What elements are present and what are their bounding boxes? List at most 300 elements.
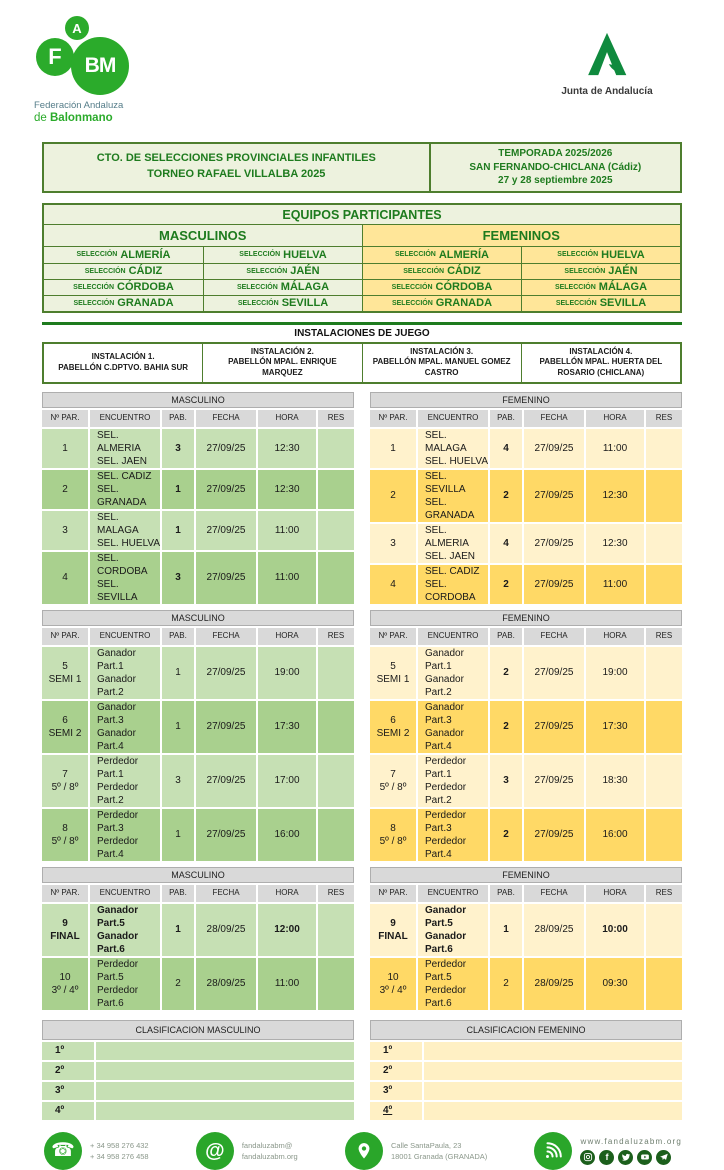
team-name: GRANADA [435, 297, 493, 309]
rank-label: 2º [370, 1062, 422, 1080]
facebook-icon: f [599, 1150, 614, 1165]
junta-andalucia-logo [532, 28, 682, 97]
instalacion-1-name: INSTALACIÓN 1. [91, 351, 155, 361]
instalacion-2-name: INSTALACIÓN 2. [250, 346, 314, 356]
team-name: HUELVA [601, 248, 645, 261]
rank-label: 2º [42, 1062, 94, 1080]
time-cell: 12:00 [258, 904, 316, 956]
match-row [42, 429, 354, 468]
junta-a-icon [584, 28, 630, 80]
team-away: SEL. GRANADA [97, 483, 147, 508]
team-away: Ganador Part.4 [425, 727, 464, 752]
address-line-2: 18001 Granada (GRANADA) [390, 1151, 488, 1161]
time-cell: 09:30 [586, 958, 644, 1010]
team-away: Perdedor Part.2 [425, 781, 467, 806]
match-number: 4 [62, 572, 68, 584]
team-away: SEL. GRANADA [425, 496, 475, 521]
team-name: SEVILLA [599, 297, 647, 309]
seleccion-label: SELECCIÓN [564, 267, 606, 275]
team-away: SEL. JAEN [425, 550, 476, 562]
seleccion-label: SELECCIÓN [76, 251, 118, 258]
location-icon [345, 1132, 383, 1170]
match-phase: 3º / 4º [51, 984, 79, 996]
rank-label: 1º [370, 1042, 422, 1060]
time-cell: 17:00 [258, 755, 316, 807]
instalacion-1 [44, 344, 202, 382]
classification-row [42, 1042, 354, 1060]
team-away: Perdedor Part.4 [97, 835, 139, 860]
team-cell [362, 279, 521, 295]
column-header: FECHA [196, 410, 256, 427]
team-cell [362, 263, 521, 279]
match-number-cell [42, 647, 88, 699]
team-name: CÓRDOBA [117, 281, 174, 293]
team-name: CÁDIZ [128, 265, 163, 277]
match-number-cell [370, 904, 416, 956]
location-line: SAN FERNANDO-CHICLANA (Cádiz) [469, 161, 642, 173]
footer [42, 1132, 682, 1170]
column-header: RES [646, 885, 682, 902]
team-home: Perdedor Part.1 [425, 755, 467, 780]
dates-line: 27 y 28 septiembre 2025 [498, 175, 613, 186]
table-header-row [370, 628, 682, 645]
time-cell: 12:30 [258, 470, 316, 509]
result-cell [318, 429, 354, 468]
match-row [370, 809, 682, 861]
youtube-icon [637, 1150, 652, 1165]
match-number-cell [42, 958, 88, 1010]
match-phase: SEMI 2 [376, 727, 410, 739]
table-title: FEMENINO [370, 392, 682, 408]
team-home: SEL. CADIZ [97, 470, 152, 482]
green-divider [42, 322, 682, 325]
date-cell: 27/09/25 [524, 809, 584, 861]
match-phase: 3º / 4º [379, 984, 407, 996]
column-header: PAB. [490, 885, 522, 902]
result-cell [646, 958, 682, 1010]
match-row [370, 647, 682, 699]
footer-email [196, 1132, 298, 1170]
seleccion-label: SELECCIÓN [557, 251, 599, 258]
classification-row [42, 1082, 354, 1100]
rank-label: 3º [42, 1082, 94, 1100]
column-header: Nº PAR. [42, 885, 88, 902]
team-cell [521, 295, 680, 311]
column-header: RES [646, 628, 682, 645]
team-cell [362, 247, 521, 263]
pavilion-cell: 1 [490, 904, 522, 956]
team-away: SEL. CORDOBA [425, 578, 476, 603]
seleccion-label: SELECCIÓN [391, 283, 433, 291]
signal-icon [534, 1132, 572, 1170]
result-cell [646, 470, 682, 522]
seleccion-label: SELECCIÓN [73, 283, 114, 291]
title-box [42, 142, 682, 193]
classification-row [370, 1082, 682, 1100]
seleccion-label: SELECCIÓN [555, 299, 597, 307]
date-cell: 27/09/25 [524, 565, 584, 604]
date-cell: 27/09/25 [196, 647, 256, 699]
time-cell: 11:00 [586, 429, 644, 468]
column-header: PAB. [162, 628, 194, 645]
team-cell [44, 263, 203, 279]
match-number: 7 [62, 768, 68, 780]
match-number-cell [42, 429, 88, 468]
match-row [370, 904, 682, 956]
table-header-row [42, 410, 354, 427]
team-home: Perdedor Part.5 [97, 958, 139, 983]
match-row [42, 701, 354, 753]
time-cell: 17:30 [258, 701, 316, 753]
match-teams-cell [418, 904, 488, 956]
classification-femenino [370, 1020, 682, 1120]
team-away: Perdedor Part.2 [97, 781, 139, 806]
match-number-cell [370, 809, 416, 861]
match-row [370, 755, 682, 807]
schedule-table-femenino-1 [370, 392, 682, 604]
match-number: 9 [390, 917, 396, 929]
classification-row [370, 1062, 682, 1080]
match-teams-cell [418, 701, 488, 753]
team-cell [521, 263, 680, 279]
date-cell: 27/09/25 [524, 701, 584, 753]
table-header-row [370, 410, 682, 427]
classification-value-cell [424, 1062, 682, 1080]
result-cell [646, 429, 682, 468]
classification-row [42, 1062, 354, 1080]
team-name: JAÉN [608, 265, 638, 277]
match-number: 2 [62, 483, 68, 495]
seleccion-label: SELECCIÓN [236, 283, 278, 291]
match-row [370, 701, 682, 753]
date-cell: 27/09/25 [524, 429, 584, 468]
team-away: Ganador Part.6 [425, 930, 467, 955]
match-number: 4 [390, 578, 396, 590]
match-teams-cell [90, 511, 160, 550]
match-phase: 5º / 8º [51, 835, 79, 847]
match-number-cell [370, 701, 416, 753]
masculinos-header: MASCULINOS [44, 225, 362, 247]
seleccion-label: SELECCIÓN [391, 299, 433, 307]
social-icons [580, 1150, 682, 1165]
schedule-table-masculino-2 [42, 610, 354, 861]
match-number-cell [370, 647, 416, 699]
classification-femenino-title: CLASIFICACION FEMENINO [370, 1020, 682, 1040]
schedule-block-3 [42, 867, 682, 1010]
match-number: 5 [62, 660, 68, 672]
pavilion-cell: 2 [490, 470, 522, 522]
pavilion-cell: 2 [162, 958, 194, 1010]
match-teams-cell [418, 755, 488, 807]
team-cell [362, 295, 521, 311]
date-cell: 28/09/25 [196, 904, 256, 956]
seleccion-label: SELECCIÓN [403, 267, 445, 275]
date-cell: 27/09/25 [524, 524, 584, 563]
fabm-de: de [34, 112, 50, 124]
match-row [370, 958, 682, 1010]
match-teams-cell [418, 647, 488, 699]
match-teams-cell [418, 565, 488, 604]
classification-masculino [42, 1020, 354, 1120]
schedule-table-masculino-1 [42, 392, 354, 604]
match-number-cell [42, 552, 88, 604]
match-number: 8 [62, 822, 68, 834]
column-header: ENCUENTRO [90, 885, 160, 902]
match-number-cell [42, 470, 88, 509]
pavilion-cell: 2 [490, 647, 522, 699]
team-name: JAÉN [290, 265, 320, 277]
match-number-cell [42, 511, 88, 550]
time-cell: 16:00 [586, 809, 644, 861]
pavilion-cell: 3 [162, 552, 194, 604]
match-phase: 5º / 8º [379, 835, 407, 847]
match-number-cell [370, 524, 416, 563]
seleccion-label: SELECCIÓN [246, 267, 288, 275]
date-cell: 27/09/25 [196, 470, 256, 509]
seleccion-label: SELECCIÓN [395, 251, 436, 258]
match-row [370, 429, 682, 468]
pavilion-cell: 2 [490, 809, 522, 861]
team-home: Ganador Part.1 [97, 647, 136, 672]
fabm-balonmano: Balonmano [50, 112, 113, 124]
instalacion-2-venue: PABELLÓN MPAL. ENRIQUE MARQUEZ [228, 357, 337, 378]
team-home: Perdedor Part.1 [97, 755, 139, 780]
result-cell [318, 958, 354, 1010]
team-away: Perdedor Part.6 [425, 984, 467, 1009]
column-header: Nº PAR. [370, 410, 416, 427]
instagram-icon [580, 1150, 595, 1165]
column-header: RES [318, 410, 354, 427]
instalacion-2 [202, 344, 361, 382]
match-teams-cell [90, 809, 160, 861]
match-number: 3 [62, 524, 68, 536]
result-cell [318, 809, 354, 861]
match-teams-cell [90, 552, 160, 604]
team-name: MÁLAGA [598, 281, 648, 293]
pavilion-cell: 1 [162, 647, 194, 699]
team-home: Perdedor Part.3 [97, 809, 139, 834]
result-cell [646, 809, 682, 861]
website-url: www.fandaluzabm.org [580, 1136, 682, 1146]
tournament-title [44, 144, 431, 191]
pavilion-cell: 1 [162, 511, 194, 550]
date-cell: 27/09/25 [524, 470, 584, 522]
result-cell [646, 904, 682, 956]
date-cell: 27/09/25 [196, 755, 256, 807]
footer-web [534, 1132, 682, 1170]
season-line: TEMPORADA 2025/2026 [498, 148, 613, 159]
team-name: GRANADA [117, 297, 174, 309]
team-home: SEL. MALAGA [425, 429, 467, 454]
address-line-1: Calle SantaPaula, 23 [390, 1140, 462, 1150]
column-header: ENCUENTRO [90, 410, 160, 427]
column-header: Nº PAR. [42, 410, 88, 427]
column-header: RES [318, 885, 354, 902]
at-icon: @ [196, 1132, 234, 1170]
match-teams-cell [90, 958, 160, 1010]
schedule-block-2 [42, 610, 682, 861]
team-name: HUELVA [283, 248, 327, 261]
column-header: HORA [258, 885, 316, 902]
team-home: Ganador Part.3 [97, 701, 136, 726]
seleccion-label: SELECCIÓN [239, 251, 281, 258]
result-cell [646, 565, 682, 604]
equipos-headers [44, 225, 680, 247]
pavilion-cell: 3 [162, 755, 194, 807]
rank-label: 3º [370, 1082, 422, 1100]
team-cell [203, 279, 362, 295]
team-cell [203, 295, 362, 311]
match-number: 9 [62, 917, 68, 929]
column-header: PAB. [490, 628, 522, 645]
schedule-table-femenino-3 [370, 867, 682, 1010]
pavilion-cell: 1 [162, 809, 194, 861]
rank-label: 4º [370, 1102, 422, 1120]
date-cell: 27/09/25 [196, 552, 256, 604]
result-cell [318, 470, 354, 509]
team-name: SEVILLA [281, 297, 329, 309]
rank-label: 4º [42, 1102, 94, 1120]
match-teams-cell [418, 809, 488, 861]
match-row [42, 958, 354, 1010]
twitter-icon [618, 1150, 633, 1165]
classification-row [370, 1102, 682, 1120]
match-phase: SEMI 1 [376, 673, 410, 685]
match-row [42, 904, 354, 956]
schedule-block-1 [42, 392, 682, 604]
team-home: Perdedor Part.5 [425, 958, 467, 983]
team-name: ALMERÍA [120, 248, 171, 261]
team-home: SEL. MALAGA [97, 511, 139, 536]
instalacion-3-venue: PABELLÓN MPAL. MANUEL GOMEZ CASTRO [372, 357, 511, 378]
date-cell: 27/09/25 [196, 809, 256, 861]
team-home: Perdedor Part.3 [425, 809, 467, 834]
match-row [42, 809, 354, 861]
match-number-cell [370, 565, 416, 604]
time-cell: 12:30 [258, 429, 316, 468]
date-cell: 27/09/25 [524, 647, 584, 699]
column-header: RES [646, 410, 682, 427]
fabm-circle-f-icon: F [36, 38, 74, 76]
fabm-logo [32, 16, 182, 128]
column-header: FECHA [196, 885, 256, 902]
match-teams-cell [90, 904, 160, 956]
footer-phone [44, 1132, 149, 1170]
column-header: FECHA [524, 628, 584, 645]
column-header: Nº PAR. [370, 628, 416, 645]
table-title: MASCULINO [42, 392, 354, 408]
table-title: FEMENINO [370, 610, 682, 626]
team-cell [521, 279, 680, 295]
date-cell: 28/09/25 [196, 958, 256, 1010]
match-teams-cell [418, 470, 488, 522]
rank-label: 1º [42, 1042, 94, 1060]
table-title: FEMENINO [370, 867, 682, 883]
fabm-federation-line1: Federación Andaluza [34, 100, 124, 111]
time-cell: 11:00 [258, 958, 316, 1010]
match-row [370, 524, 682, 563]
date-cell: 27/09/25 [196, 429, 256, 468]
time-cell: 11:00 [258, 511, 316, 550]
pavilion-cell: 4 [490, 524, 522, 563]
schedule-blocks [42, 392, 682, 1010]
column-header: HORA [258, 628, 316, 645]
table-header-row [370, 885, 682, 902]
instalacion-3-name: INSTALACIÓN 3. [410, 346, 474, 356]
match-phase: SEMI 1 [48, 673, 82, 685]
match-row [370, 470, 682, 522]
team-name: CÓRDOBA [435, 281, 493, 293]
column-header: FECHA [524, 885, 584, 902]
result-cell [318, 701, 354, 753]
team-home: SEL. ALMERIA [425, 524, 469, 549]
team-away: Ganador Part.2 [425, 673, 464, 698]
result-cell [318, 647, 354, 699]
match-phase: FINAL [378, 930, 408, 942]
match-number: 1 [62, 442, 68, 454]
equipos-grid [44, 247, 680, 311]
fabm-federation-line2 [34, 112, 113, 124]
fabm-circle-a-icon: A [65, 16, 89, 40]
match-number: 8 [390, 822, 396, 834]
femeninos-header: FEMENINOS [362, 225, 681, 247]
column-header: Nº PAR. [42, 628, 88, 645]
column-header: HORA [586, 628, 644, 645]
pavilion-cell: 1 [162, 470, 194, 509]
team-away: Perdedor Part.6 [97, 984, 139, 1009]
equipos-title: EQUIPOS PARTICIPANTES [44, 205, 680, 225]
team-name: CÁDIZ [447, 265, 481, 277]
column-header: FECHA [524, 410, 584, 427]
match-number: 2 [390, 490, 396, 502]
team-name: ALMERÍA [438, 248, 489, 261]
schedule-table-masculino-3 [42, 867, 354, 1010]
match-teams-cell [90, 755, 160, 807]
classification-value-cell [96, 1082, 354, 1100]
team-away: Perdedor Part.4 [425, 835, 467, 860]
match-teams-cell [90, 647, 160, 699]
match-number: 5 [390, 660, 396, 672]
schedule-table-femenino-2 [370, 610, 682, 861]
instalacion-1-venue: PABELLÓN C.DPTVO. BAHIA SUR [58, 362, 189, 372]
time-cell: 19:00 [258, 647, 316, 699]
match-teams-cell [418, 958, 488, 1010]
match-teams-cell [418, 429, 488, 468]
phone-number-1: + 34 958 276 432 [90, 1140, 149, 1150]
match-number-cell [42, 701, 88, 753]
result-cell [318, 511, 354, 550]
date-cell: 28/09/25 [524, 958, 584, 1010]
match-row [370, 565, 682, 604]
team-away: Ganador Part.2 [97, 673, 136, 698]
time-cell: 17:30 [586, 701, 644, 753]
team-away: Ganador Part.4 [97, 727, 136, 752]
table-title: MASCULINO [42, 610, 354, 626]
match-teams-cell [90, 701, 160, 753]
match-row [42, 647, 354, 699]
classification-value-cell [96, 1102, 354, 1120]
team-home: Ganador Part.5 [425, 904, 467, 929]
time-cell: 12:30 [586, 470, 644, 522]
equipos-section [42, 203, 682, 313]
time-cell: 11:00 [586, 565, 644, 604]
time-cell: 12:30 [586, 524, 644, 563]
match-phase: 5º / 8º [379, 781, 407, 793]
result-cell [646, 755, 682, 807]
match-phase: FINAL [50, 930, 80, 942]
seleccion-label: SELECCIÓN [237, 299, 279, 307]
date-cell: 28/09/25 [524, 904, 584, 956]
